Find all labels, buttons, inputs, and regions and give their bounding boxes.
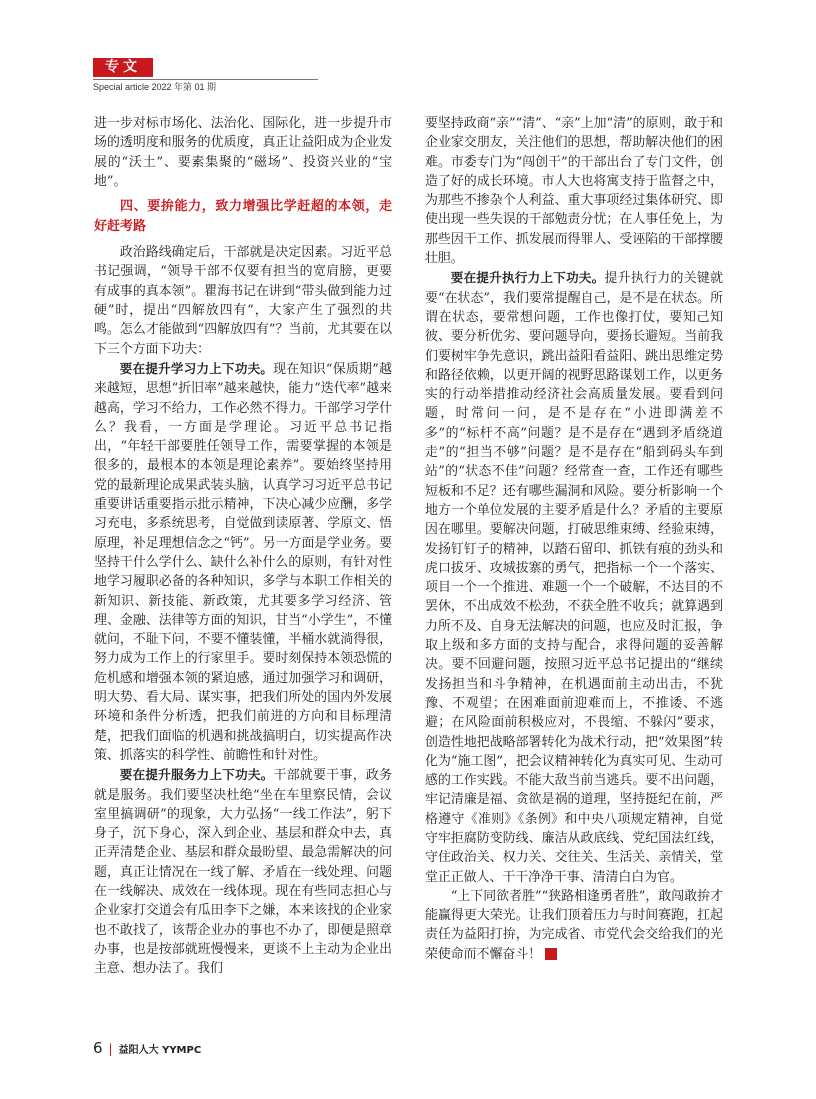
- paragraph-body: 提升执行力的关键就要“在状态”，我们要常提醒自己，是不是在状态。所谓在状态，要常想问题，工作也像打仗，要知己知彼、要分析优劣、要问题导向，要扬长避短。当前我们要树牢争先意识，跳出益阳看益阳、跳出思维定势和路径依赖，以更开阔的视野思路谋划工作，以更务实的行动举措推动经济社会高质量发展。要看到问题，时常问一问，是不是存在“小进即满差不多”的“标杆不高”问题？是不是存在“遇到矛盾绕道走”的“担当不够”问题？是不是存在“船到码头车到站”的“状态不佳”问题？经常查一查，工作还有哪些短板和不足？还有哪些漏洞和风险。要分析影响一个地方一个单位发展的主要矛盾是什么？矛盾的主要原因在哪里。要解决问题，打破思维束缚、经验束缚，发扬钉钉子的精神，以踏石留印、抓铁有痕的劲头和虎口拔牙、攻城拔寨的勇气，把指标一个一个落实、项目一个一个推进、难题一个一个破解，不达目的不罢休，不出成效不松劲，不获全胜不收兵；就算遇到力所不及、自身无法解决的问题，也应及时汇报，争取上级和多方面的支持与配合，求得问题的妥善解决。要不回避问题，按照习近平总书记提出的“继续发扬担当和斗争精神，在机遇面前主动出击，不犹豫、不观望；在困难面前迎难而上，不推诿、不逃避；在风险面前积极应对，不畏缩、不躲闪”要求，创造性地把战略部署转化为战术行动，把“效果图”转化为“施工图”，把会议精神转化为真实可见、生动可感的工作实践。不能大敌当前当逃兵。要不出问题，牢记清廉是福、贪欲是祸的道理，坚持挺纪在前，严格遵守《准则》《条例》和中央八项规定精神，自觉守牢拒腐防变防线、廉洁从政底线、党纪国法红线，守住政治关、权力关、交往关、生活关、亲情关，堂堂正正做人、干干净净干事、清清白白为官。: [425, 271, 723, 885]
- paragraph: [425, 887, 723, 964]
- paragraph: 进一步对标市场化、法治化、国际化，进一步提升市场的透明度和服务的优质度，真正让益阳成为企业发展的“沃土”、要素集聚的“磁场”、投资兴业的“宝地”。: [94, 116, 392, 189]
- paragraph-body: 现在知识“保质期”越来越短，思想“折旧率”越来越快，能力“迭代率”越来越高，学习不给力，工作必然不得力。干部学习学什么？我看，一方面是学理论。习近平总书记指出，“年轻干部要胜任领导工作，需要掌握的本领是很多的，最根本的本领是理论素养”。要始终坚持用党的最新理论成果武装头脑，认真学习习近平总书记重要讲话重要指示批示精神，下决心减少应酬，多学习充电，多系统思考，自觉做到读原著、学原文、悟原理，补足理想信念之“钙”。另一方面是学业务。要坚持干什么学什么、缺什么补什么的原则，有针对性地学习履职必备的各种知识，多学与本职工作相关的新知识、新技能、新政策，尤其要多学习经济、管理、金融、法律等方面的知识，甘当“小学生”，不懂就问，不耻下问，不要不懂装懂，半桶水就淌得很，努力成为工作上的行家里手。要时刻保持本领恐慌的危机感和增强本领的紧迫感，通过加强学习和调研，明大势、看大局、谋实事，把我们所处的国内外发展环境和条件分析透，把我们前进的方向和目标理清楚，把我们面临的机遇和挑战搞明白，切实提高作决策、抓落实的科学性、前瞻性和针对性。: [94, 361, 392, 763]
- paragraph-lead: 要在提升学习力上下功夫。: [119, 360, 274, 376]
- paragraph: [94, 359, 392, 765]
- page-number: 6: [93, 1039, 103, 1057]
- magazine-name: 益阳人大 YYMPC: [118, 1045, 202, 1056]
- paragraph-lead: 要在提升服务力上下功夫。: [119, 767, 274, 783]
- section-heading: 四、要拚能力，致力增强比学赶超的本领，走好赶考路: [94, 199, 392, 235]
- header-subtitle: Special article 2022 年第 01 期: [93, 82, 217, 92]
- footer-separator: |: [108, 1042, 113, 1056]
- paragraph: 政治路线确定后，干部就是决定因素。习近平总书记强调，“领导干部不仅要有担当的宽肩膀，更要有成事的真本领”。瞿海书记在讲到“带头做到能力过硬”时，提出“四解放四有”，大家产生了强烈的共鸣。怎么才能做到“四解放四有”？当前，尤其要在以下三个方面下功夫：: [94, 245, 392, 357]
- end-mark-icon: 全: [545, 948, 557, 960]
- paragraph: [425, 268, 723, 887]
- section-badge: 专文: [93, 58, 153, 77]
- paragraph: [94, 765, 392, 978]
- left-column: [94, 114, 392, 978]
- paragraph-body: “上下同欲者胜”“狭路相逢勇者胜”，敢闯敢拚才能赢得更大荣光。让我们顶着压力与时间赛跑，扛起责任为益阳打拚，为完成省、市党代会交给我们的光荣使命而不懈奋斗！: [425, 888, 723, 962]
- right-column: [425, 114, 723, 964]
- paragraph-body: 干部就要干事，政务就是服务。我们要坚决杜绝“坐在车里察民情，会议室里搞调研”的现象，大力弘扬“一线工作法”，躬下身子，沉下身心，深入到企业、基层和群众中去，真正弄清楚企业、基层和群众最盼望、最急需解决的问题，真正让情况在一线了解、矛盾在一线处理、问题在一线解决、成效在一线体现。现在有些同志担心与企业家打交道会有瓜田李下之嫌，本来该找的企业家也不敢找了，该帮企业办的事也不办了，即便是照章办事，也是按部就班慢慢来，更谈不上主动为企业出主意、想办法了。我们: [94, 768, 392, 977]
- page-footer: [93, 1039, 201, 1057]
- paragraph: 要坚持政商“亲”“清”、“亲”上加“清”的原则，敢于和企业家交朋友，关注他们的思想，帮助解决他们的困难。市委专门为“闯创干”的干部出台了专门文件，创造了好的成长环境。市人大也将寓支持于监督之中，为那些不掺杂个人利益、重大事项经过集体研究、即使出现一些失误的干部勉责分忧；在人事任免上，为那些因干工作、抓发展而得罪人、受诬陷的干部撑腰壮胆。: [425, 116, 723, 267]
- paragraph-lead: 要在提升执行力上下功夫。: [450, 270, 605, 286]
